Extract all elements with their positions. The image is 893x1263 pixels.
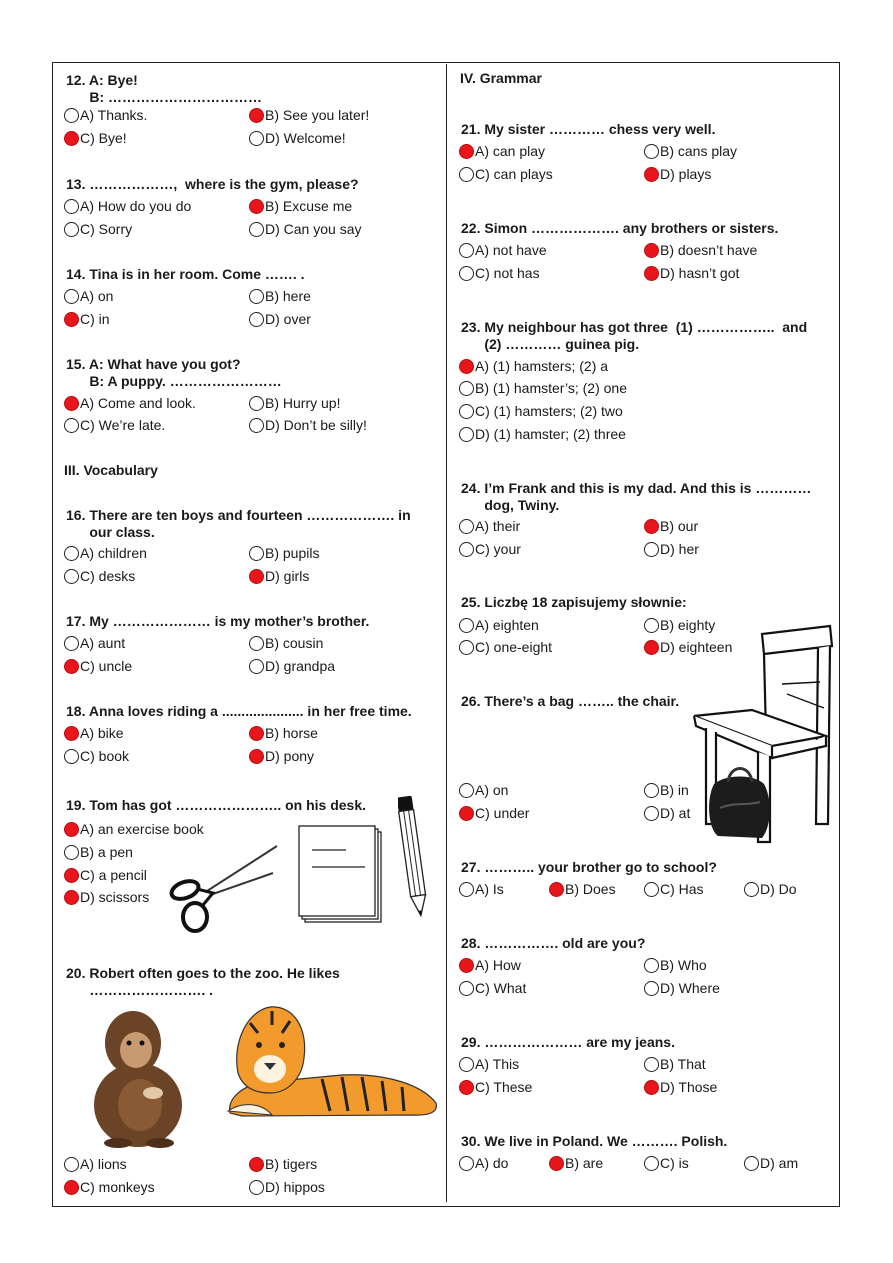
question-20-option-d[interactable] bbox=[249, 1178, 325, 1196]
answer-bubble-empty[interactable] bbox=[64, 289, 79, 304]
answer-bubble-empty[interactable] bbox=[64, 546, 79, 561]
scissors-icon bbox=[165, 843, 280, 938]
question-12-option-c[interactable] bbox=[64, 129, 127, 147]
answer-bubble-marked[interactable] bbox=[644, 1080, 659, 1095]
option-label: D) grandpa bbox=[265, 658, 336, 674]
option-label: C) under bbox=[475, 805, 530, 821]
question-21-option-d[interactable] bbox=[644, 165, 711, 183]
question-23-option-c[interactable] bbox=[459, 402, 623, 420]
option-label: A) Thanks. bbox=[80, 107, 148, 123]
question-29-option-c[interactable] bbox=[459, 1078, 532, 1096]
option-label: C) (1) hamsters; (2) two bbox=[475, 403, 623, 419]
option-label: C) uncle bbox=[80, 658, 133, 674]
answer-bubble-empty[interactable] bbox=[644, 1057, 659, 1072]
option-label: C) desks bbox=[80, 568, 136, 584]
question-15-option-d[interactable] bbox=[249, 416, 367, 434]
option-label: C) Bye! bbox=[80, 130, 127, 146]
option-label: B) a pen bbox=[80, 844, 133, 860]
question-15-line: 15. A: What have you got? bbox=[66, 356, 241, 372]
answer-bubble-marked[interactable] bbox=[249, 569, 264, 584]
answer-bubble-empty[interactable] bbox=[249, 289, 264, 304]
question-24-option-d[interactable] bbox=[644, 540, 699, 558]
question-18-option-c[interactable] bbox=[64, 747, 129, 765]
question-13-option-b[interactable] bbox=[249, 197, 352, 215]
option-label: D) Do bbox=[760, 881, 797, 897]
option-label: A) an exercise book bbox=[80, 821, 204, 837]
option-label: A) This bbox=[475, 1056, 520, 1072]
question-18-text bbox=[66, 703, 412, 720]
option-label: A) Come and look. bbox=[80, 395, 196, 411]
question-17-option-c[interactable] bbox=[64, 657, 132, 675]
question-18-option-a[interactable] bbox=[64, 724, 124, 742]
option-label: A) on bbox=[475, 782, 509, 798]
answer-bubble-empty[interactable] bbox=[64, 222, 79, 237]
question-27-line: 27. ……….. your brother go to school? bbox=[461, 859, 717, 875]
answer-bubble-empty[interactable] bbox=[459, 1057, 474, 1072]
question-19-line: 19. Tom has got ………………….. on his desk. bbox=[66, 797, 367, 813]
question-29-option-d[interactable] bbox=[644, 1078, 717, 1096]
answer-bubble-marked[interactable] bbox=[549, 1156, 564, 1171]
option-label: B) That bbox=[660, 1056, 706, 1072]
question-24-option-a[interactable] bbox=[459, 517, 520, 535]
option-label: A) their bbox=[475, 518, 521, 534]
option-label: C) book bbox=[80, 748, 130, 764]
question-14-option-b[interactable] bbox=[249, 287, 311, 305]
answer-bubble-empty[interactable] bbox=[249, 396, 264, 411]
bag-icon bbox=[706, 764, 774, 840]
question-27-text bbox=[461, 859, 717, 876]
answer-bubble-empty[interactable] bbox=[744, 882, 759, 897]
option-label: D) over bbox=[265, 311, 311, 327]
answer-bubble-marked[interactable] bbox=[249, 749, 264, 764]
option-label: D) Welcome! bbox=[265, 130, 346, 146]
question-16-text bbox=[66, 507, 411, 541]
question-17-option-a[interactable] bbox=[64, 634, 125, 652]
question-13-option-c[interactable] bbox=[64, 220, 132, 238]
answer-bubble-marked[interactable] bbox=[64, 726, 79, 741]
question-25-text bbox=[461, 594, 687, 611]
question-16-option-d[interactable] bbox=[249, 567, 309, 585]
answer-bubble-marked[interactable] bbox=[249, 726, 264, 741]
question-30-option-c[interactable] bbox=[644, 1154, 689, 1172]
question-15-option-a[interactable] bbox=[64, 394, 196, 412]
question-29-text bbox=[461, 1034, 675, 1051]
answer-bubble-empty[interactable] bbox=[459, 519, 474, 534]
question-25-line: 25. Liczbę 18 zapisujemy słownie: bbox=[461, 594, 687, 610]
option-label: A) lions bbox=[80, 1156, 127, 1172]
question-28-option-b[interactable] bbox=[644, 956, 707, 974]
option-label: B) are bbox=[565, 1155, 604, 1171]
answer-bubble-empty[interactable] bbox=[644, 1156, 659, 1171]
option-label: B) in bbox=[660, 782, 689, 798]
question-28-line: 28. ……………. old are you? bbox=[461, 935, 646, 951]
question-22-option-c[interactable] bbox=[459, 264, 540, 282]
answer-bubble-empty[interactable] bbox=[459, 427, 474, 442]
question-12-line: 12. A: Bye! bbox=[66, 72, 138, 88]
option-label: A) can play bbox=[475, 143, 546, 159]
question-17-option-d[interactable] bbox=[249, 657, 335, 675]
tiger-icon bbox=[222, 1003, 442, 1121]
answer-bubble-marked[interactable] bbox=[64, 659, 79, 674]
answer-bubble-marked[interactable] bbox=[459, 958, 474, 973]
answer-bubble-marked[interactable] bbox=[64, 131, 79, 146]
answer-bubble-empty[interactable] bbox=[459, 640, 474, 655]
question-20-text bbox=[66, 965, 340, 999]
question-26-option-c[interactable] bbox=[459, 804, 529, 822]
answer-bubble-empty[interactable] bbox=[459, 1156, 474, 1171]
question-20-option-b[interactable] bbox=[249, 1155, 317, 1173]
question-15-option-c[interactable] bbox=[64, 416, 165, 434]
answer-bubble-empty[interactable] bbox=[64, 418, 79, 433]
question-27-option-c[interactable] bbox=[644, 880, 704, 898]
question-27-option-a[interactable] bbox=[459, 880, 504, 898]
option-label: A) (1) hamsters; (2) a bbox=[475, 358, 609, 374]
answer-bubble-marked[interactable] bbox=[249, 199, 264, 214]
answer-bubble-empty[interactable] bbox=[249, 546, 264, 561]
question-16-option-a[interactable] bbox=[64, 544, 147, 562]
answer-bubble-empty[interactable] bbox=[64, 108, 79, 123]
section-vocabulary-heading: III. Vocabulary bbox=[64, 462, 158, 478]
option-label: B) doesn’t have bbox=[660, 242, 758, 258]
question-30-option-d[interactable] bbox=[744, 1154, 798, 1172]
option-label: B) here bbox=[265, 288, 311, 304]
answer-bubble-empty[interactable] bbox=[644, 542, 659, 557]
answer-bubble-marked[interactable] bbox=[644, 266, 659, 281]
question-22-text bbox=[461, 220, 778, 237]
question-24-option-c[interactable] bbox=[459, 540, 521, 558]
answer-bubble-marked[interactable] bbox=[644, 519, 659, 534]
option-label: C) one-eight bbox=[475, 639, 553, 655]
question-21-option-a[interactable] bbox=[459, 142, 545, 160]
answer-bubble-marked[interactable] bbox=[64, 890, 79, 905]
question-28-option-d[interactable] bbox=[644, 979, 720, 997]
option-label: C) Sorry bbox=[80, 221, 133, 237]
option-label: A) How bbox=[475, 957, 521, 973]
answer-bubble-empty[interactable] bbox=[64, 636, 79, 651]
answer-bubble-empty[interactable] bbox=[459, 981, 474, 996]
question-30-line: 30. We live in Poland. We ………. Polish. bbox=[461, 1133, 728, 1149]
answer-bubble-empty[interactable] bbox=[249, 131, 264, 146]
monkey-icon bbox=[78, 1005, 193, 1150]
answer-bubble-marked[interactable] bbox=[644, 640, 659, 655]
answer-bubble-empty[interactable] bbox=[644, 806, 659, 821]
question-23-option-d[interactable] bbox=[459, 425, 626, 443]
question-24-line: dog, Twiny. bbox=[461, 497, 560, 513]
option-label: B) our bbox=[660, 518, 699, 534]
question-22-option-b[interactable] bbox=[644, 241, 757, 259]
question-19-text bbox=[66, 797, 366, 814]
question-28-option-a[interactable] bbox=[459, 956, 521, 974]
option-label: B) cans play bbox=[660, 143, 738, 159]
option-label: C) a pencil bbox=[80, 867, 147, 883]
question-24-option-b[interactable] bbox=[644, 517, 698, 535]
option-label: C) can plays bbox=[475, 166, 553, 182]
option-label: D) Can you say bbox=[265, 221, 362, 237]
option-label: D) girls bbox=[265, 568, 310, 584]
answer-bubble-empty[interactable] bbox=[744, 1156, 759, 1171]
question-17-text bbox=[66, 613, 369, 630]
exercise-book-icon bbox=[298, 825, 383, 925]
answer-bubble-empty[interactable] bbox=[644, 958, 659, 973]
answer-bubble-empty[interactable] bbox=[249, 636, 264, 651]
answer-bubble-empty[interactable] bbox=[249, 659, 264, 674]
answer-bubble-marked[interactable] bbox=[459, 1080, 474, 1095]
question-19-option-b[interactable] bbox=[64, 843, 133, 861]
option-label: D) her bbox=[660, 541, 699, 557]
answer-bubble-empty[interactable] bbox=[644, 783, 659, 798]
option-label: D) hasn’t got bbox=[660, 265, 740, 281]
answer-bubble-empty[interactable] bbox=[459, 404, 474, 419]
option-label: A) on bbox=[80, 288, 114, 304]
answer-bubble-empty[interactable] bbox=[459, 542, 474, 557]
question-18-option-d[interactable] bbox=[249, 747, 314, 765]
column-divider bbox=[446, 64, 447, 1202]
option-label: C) in bbox=[80, 311, 110, 327]
option-label: D) plays bbox=[660, 166, 712, 182]
option-label: A) eighten bbox=[475, 617, 539, 633]
question-22-line: 22. Simon ………………. any brothers or sisters. bbox=[461, 220, 779, 236]
question-13-option-d[interactable] bbox=[249, 220, 361, 238]
option-label: C) These bbox=[475, 1079, 533, 1095]
question-13-text bbox=[66, 176, 359, 193]
question-30-option-a[interactable] bbox=[459, 1154, 508, 1172]
question-25-option-a[interactable] bbox=[459, 616, 539, 634]
question-20-line: 20. Robert often goes to the zoo. He likes bbox=[66, 965, 340, 981]
question-23-line: (2) ………… guinea pig. bbox=[461, 336, 640, 352]
option-label: D) eighteen bbox=[660, 639, 733, 655]
option-label: B) Hurry up! bbox=[265, 395, 341, 411]
answer-bubble-empty[interactable] bbox=[459, 618, 474, 633]
question-19-option-c[interactable] bbox=[64, 866, 147, 884]
question-12-text bbox=[66, 72, 262, 106]
question-16-line: 16. There are ten boys and fourteen ………………. in bbox=[66, 507, 411, 523]
question-15-line: B: A puppy. …………………… bbox=[66, 373, 282, 389]
option-label: B) eighty bbox=[660, 617, 716, 633]
option-label: B) Who bbox=[660, 957, 707, 973]
option-label: D) scissors bbox=[80, 889, 150, 905]
option-label: C) not has bbox=[475, 265, 540, 281]
question-29-option-a[interactable] bbox=[459, 1055, 519, 1073]
option-label: A) Is bbox=[475, 881, 504, 897]
question-21-option-b[interactable] bbox=[644, 142, 737, 160]
question-20-option-a[interactable] bbox=[64, 1155, 127, 1173]
question-26-option-d[interactable] bbox=[644, 804, 690, 822]
answer-bubble-marked[interactable] bbox=[459, 359, 474, 374]
option-label: B) horse bbox=[265, 725, 318, 741]
question-13-option-a[interactable] bbox=[64, 197, 191, 215]
question-30-option-b[interactable] bbox=[549, 1154, 603, 1172]
question-14-text bbox=[66, 266, 305, 283]
question-17-line: 17. My ………………… is my mother’s brother. bbox=[66, 613, 370, 629]
question-21-line: 21. My sister ………… chess very well. bbox=[461, 121, 716, 137]
question-29-option-b[interactable] bbox=[644, 1055, 706, 1073]
option-label: A) do bbox=[475, 1155, 509, 1171]
question-28-option-c[interactable] bbox=[459, 979, 526, 997]
answer-bubble-empty[interactable] bbox=[249, 312, 264, 327]
option-label: A) How do you do bbox=[80, 198, 192, 214]
answer-bubble-empty[interactable] bbox=[249, 222, 264, 237]
question-29-line: 29. ………………… are my jeans. bbox=[461, 1034, 675, 1050]
option-label: D) (1) hamster; (2) three bbox=[475, 426, 626, 442]
question-12-line: B: …………………………… bbox=[66, 89, 262, 105]
answer-bubble-empty[interactable] bbox=[64, 749, 79, 764]
question-20-line: ……………………. . bbox=[66, 982, 214, 998]
answer-bubble-empty[interactable] bbox=[459, 882, 474, 897]
option-label: B) Does bbox=[565, 881, 616, 897]
answer-bubble-empty[interactable] bbox=[64, 845, 79, 860]
question-30-text bbox=[461, 1133, 727, 1150]
option-label: C) monkeys bbox=[80, 1179, 155, 1195]
question-12-option-d[interactable] bbox=[249, 129, 346, 147]
question-26-option-b[interactable] bbox=[644, 781, 689, 799]
question-26-text bbox=[461, 693, 679, 710]
answer-bubble-marked[interactable] bbox=[64, 822, 79, 837]
question-14-option-c[interactable] bbox=[64, 310, 110, 328]
answer-bubble-marked[interactable] bbox=[249, 108, 264, 123]
question-23-option-b[interactable] bbox=[459, 379, 627, 397]
question-21-text bbox=[461, 121, 715, 138]
answer-bubble-empty[interactable] bbox=[249, 418, 264, 433]
option-label: A) bike bbox=[80, 725, 124, 741]
question-20-option-c[interactable] bbox=[64, 1178, 155, 1196]
answer-bubble-empty[interactable] bbox=[459, 381, 474, 396]
question-19-option-a[interactable] bbox=[64, 820, 204, 838]
answer-bubble-empty[interactable] bbox=[459, 243, 474, 258]
answer-bubble-empty[interactable] bbox=[64, 199, 79, 214]
option-label: B) See you later! bbox=[265, 107, 370, 123]
option-label: A) not have bbox=[475, 242, 547, 258]
pencil-icon bbox=[398, 792, 428, 920]
question-23-text bbox=[461, 319, 807, 353]
option-label: B) Excuse me bbox=[265, 198, 353, 214]
question-18-line: 18. Anna loves riding a ..................... in her free time. bbox=[66, 703, 412, 719]
question-16-option-c[interactable] bbox=[64, 567, 135, 585]
question-15-text bbox=[66, 356, 282, 390]
question-12-option-a[interactable] bbox=[64, 106, 147, 124]
option-label: D) pony bbox=[265, 748, 315, 764]
option-label: C) We’re late. bbox=[80, 417, 166, 433]
option-label: B) pupils bbox=[265, 545, 320, 561]
question-14-option-a[interactable] bbox=[64, 287, 113, 305]
answer-bubble-empty[interactable] bbox=[459, 266, 474, 281]
answer-bubble-marked[interactable] bbox=[459, 806, 474, 821]
option-label: D) Don’t be silly! bbox=[265, 417, 367, 433]
question-14-line: 14. Tina is in her room. Come ……. . bbox=[66, 266, 305, 282]
option-label: C) your bbox=[475, 541, 521, 557]
option-label: C) Has bbox=[660, 881, 704, 897]
option-label: D) hippos bbox=[265, 1179, 325, 1195]
option-label: C) What bbox=[475, 980, 527, 996]
option-label: D) at bbox=[660, 805, 691, 821]
question-12-option-b[interactable] bbox=[249, 106, 369, 124]
question-27-option-d[interactable] bbox=[744, 880, 797, 898]
answer-bubble-marked[interactable] bbox=[459, 144, 474, 159]
answer-bubble-empty[interactable] bbox=[249, 1180, 264, 1195]
question-16-option-b[interactable] bbox=[249, 544, 319, 562]
option-label: A) aunt bbox=[80, 635, 126, 651]
question-26-option-a[interactable] bbox=[459, 781, 508, 799]
question-16-line: our class. bbox=[66, 524, 155, 540]
question-28-text bbox=[461, 935, 645, 952]
answer-bubble-marked[interactable] bbox=[249, 1157, 264, 1172]
question-21-option-c[interactable] bbox=[459, 165, 553, 183]
question-14-option-d[interactable] bbox=[249, 310, 311, 328]
question-23-option-a[interactable] bbox=[459, 357, 608, 375]
answer-bubble-marked[interactable] bbox=[644, 243, 659, 258]
option-label: D) Those bbox=[660, 1079, 718, 1095]
question-13-line: 13. ………………, where is the gym, please? bbox=[66, 176, 359, 192]
question-24-line: 24. I’m Frank and this is my dad. And this is ………… bbox=[461, 480, 812, 496]
option-label: D) am bbox=[760, 1155, 799, 1171]
answer-bubble-empty[interactable] bbox=[644, 144, 659, 159]
answer-bubble-marked[interactable] bbox=[64, 312, 79, 327]
answer-bubble-empty[interactable] bbox=[644, 981, 659, 996]
question-15-option-b[interactable] bbox=[249, 394, 340, 412]
question-18-option-b[interactable] bbox=[249, 724, 318, 742]
question-22-option-a[interactable] bbox=[459, 241, 547, 259]
question-22-option-d[interactable] bbox=[644, 264, 739, 282]
answer-bubble-empty[interactable] bbox=[64, 1157, 79, 1172]
option-label: D) Where bbox=[660, 980, 720, 996]
answer-bubble-marked[interactable] bbox=[64, 396, 79, 411]
option-label: A) children bbox=[80, 545, 147, 561]
question-27-option-b[interactable] bbox=[549, 880, 616, 898]
answer-bubble-empty[interactable] bbox=[644, 882, 659, 897]
question-25-option-c[interactable] bbox=[459, 638, 552, 656]
question-26-line: 26. There’s a bag …….. the chair. bbox=[461, 693, 680, 709]
question-24-text bbox=[461, 480, 811, 514]
answer-bubble-empty[interactable] bbox=[644, 618, 659, 633]
answer-bubble-marked[interactable] bbox=[644, 167, 659, 182]
question-19-option-d[interactable] bbox=[64, 888, 149, 906]
answer-bubble-empty[interactable] bbox=[459, 167, 474, 182]
answer-bubble-marked[interactable] bbox=[64, 868, 79, 883]
question-17-option-b[interactable] bbox=[249, 634, 323, 652]
option-label: C) is bbox=[660, 1155, 689, 1171]
answer-bubble-empty[interactable] bbox=[459, 783, 474, 798]
answer-bubble-marked[interactable] bbox=[64, 1180, 79, 1195]
option-label: B) cousin bbox=[265, 635, 324, 651]
option-label: B) tigers bbox=[265, 1156, 318, 1172]
answer-bubble-empty[interactable] bbox=[64, 569, 79, 584]
section-grammar-heading: IV. Grammar bbox=[460, 70, 542, 86]
option-label: B) (1) hamster’s; (2) one bbox=[475, 380, 627, 396]
answer-bubble-marked[interactable] bbox=[549, 882, 564, 897]
question-23-line: 23. My neighbour has got three (1) …………….. and bbox=[461, 319, 808, 335]
